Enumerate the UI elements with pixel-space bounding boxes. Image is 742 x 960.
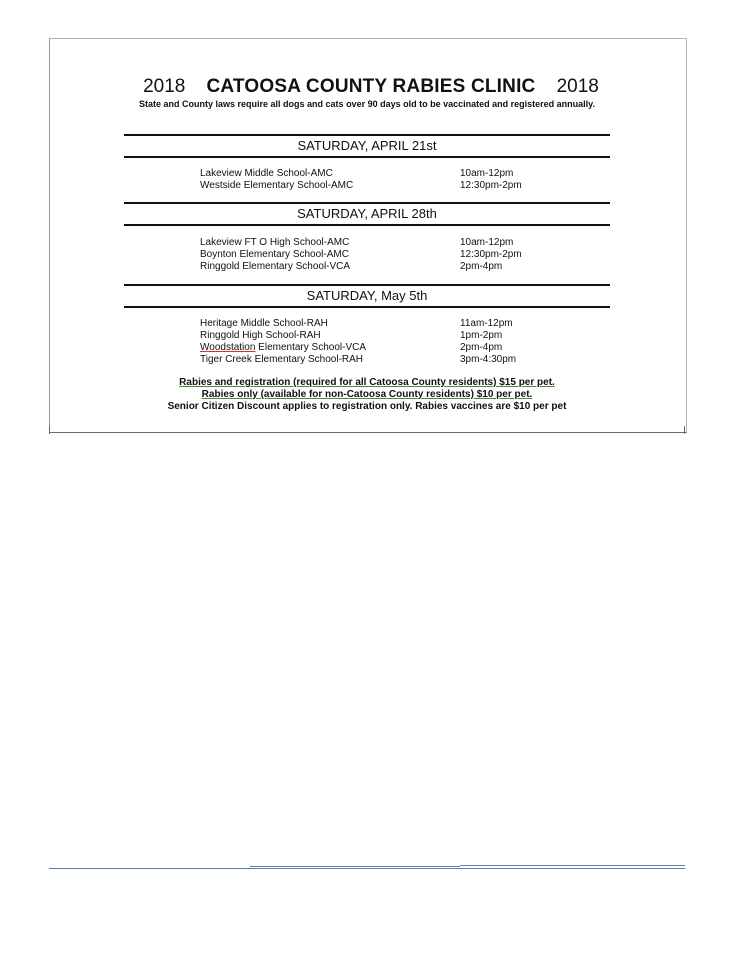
day-rows-april-28: [200, 237, 560, 273]
clinic-time: 1pm-2pm: [460, 330, 503, 341]
clinic-location: Lakeview Middle School-AMC: [200, 168, 333, 179]
clinic-location: Lakeview FT O High School-AMC: [200, 237, 350, 248]
pricing-line-3: Senior Citizen Discount applies to registration only. Rabies vaccines are $10 per pet: [167, 401, 567, 412]
page-rule: [49, 868, 685, 869]
page-rule-segment: [460, 865, 685, 866]
clinic-time: 10am-12pm: [460, 237, 514, 248]
clinic-row: [200, 180, 560, 192]
spellcheck-word: Woodstation: [200, 342, 256, 353]
clinic-time: 10am-12pm: [460, 168, 514, 179]
title-year-right: 2018: [556, 76, 599, 97]
clinic-time: 12:30pm-2pm: [460, 180, 522, 191]
subtitle: State and County laws require all dogs and cats over 90 days old to be vaccinated and registered annually.: [139, 99, 595, 109]
clinic-time: 2pm-4pm: [460, 261, 503, 272]
clinic-row: [200, 318, 560, 330]
title-year-left: 2018: [143, 76, 186, 97]
clinic-location: Boynton Elementary School-AMC: [200, 249, 349, 260]
title-text: CATOOSA COUNTY RABIES CLINIC: [206, 76, 536, 97]
clinic-row: [200, 237, 560, 249]
clinic-time: 3pm-4:30pm: [460, 354, 517, 365]
pricing-line-1: Rabies and registration (required for all Catoosa County residents) $15 per pet.: [179, 377, 555, 388]
clinic-time: 12:30pm-2pm: [460, 249, 522, 260]
frame-tick-right: [684, 426, 685, 434]
clinic-location: Ringgold Elementary School-VCA: [200, 261, 351, 272]
day-band-april-28: SATURDAY, APRIL 28th: [124, 202, 610, 226]
frame-tick-left: [49, 426, 50, 434]
day-rows-april-21: [200, 168, 560, 192]
page-rule-segment: [250, 866, 460, 867]
page-title: [0, 76, 742, 98]
clinic-row: [200, 342, 560, 354]
clinic-location: Ringgold High School-RAH: [200, 330, 321, 341]
clinic-time: 11am-12pm: [460, 318, 513, 329]
day-band-may-5: SATURDAY, May 5th: [124, 284, 610, 308]
day-rows-may-5: [200, 318, 560, 366]
clinic-location: [200, 342, 366, 354]
day-band-april-21: SATURDAY, APRIL 21st: [124, 134, 610, 158]
clinic-row: [200, 354, 560, 366]
clinic-location: Heritage Middle School-RAH: [200, 318, 328, 329]
clinic-row: [200, 249, 560, 261]
clinic-row: [200, 330, 560, 342]
clinic-row: [200, 261, 560, 273]
clinic-row: [200, 168, 560, 180]
clinic-location: Westside Elementary School-AMC: [200, 180, 354, 191]
pricing-line-2: Rabies only (available for non-Catoosa County residents) $10 per pet.: [201, 389, 533, 400]
clinic-location-rest: Elementary School-VCA: [255, 342, 367, 353]
clinic-time: 2pm-4pm: [460, 342, 503, 353]
clinic-location: Tiger Creek Elementary School-RAH: [200, 354, 364, 365]
